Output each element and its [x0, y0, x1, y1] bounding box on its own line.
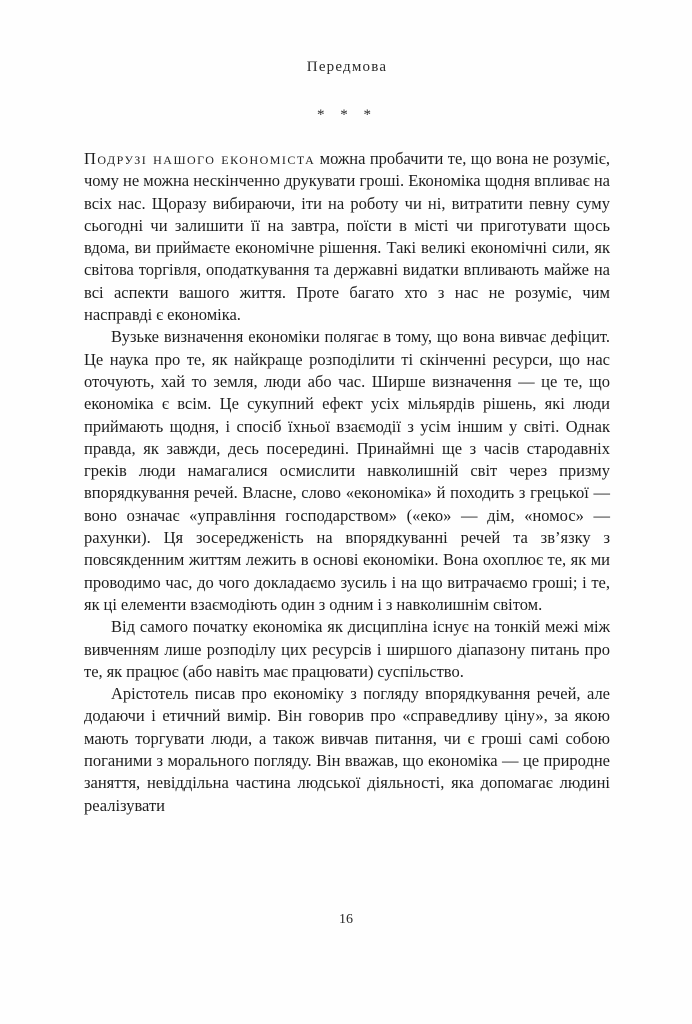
page-number: 16 — [339, 912, 353, 927]
paragraph: Від самого початку економіка як дисципліна існує на тонкій межі між вивченням лише розподілу цих ресурсів і ширшого діапазону питань про те, як працює (або навіть має працювати) суспільство. — [84, 617, 610, 681]
section-separator: * * * — [317, 107, 377, 123]
chapter-title: Передмова — [306, 59, 388, 75]
paragraph: Арістотель писав про економіку з погляду впорядкування речей, але додаючи і етичний вимір. Він говорив про «справедливу ціну», за якою мають торгувати люди, а також вивчав питання, чи є гроші самі собою поганими з морального погляду. Він вважав, що економіка — це природне заняття, невіддільна частина людської діяльності, яка допомагає людині реалізувати — [84, 684, 610, 815]
paragraph — [84, 148, 610, 326]
paragraph: Вузьке визначення економіки полягає в тому, що вона вивчає дефіцит. Це наука про те, як найкраще розподілити ті скінченні ресурси, що нас оточують, хай то земля, люди або час. Ширше визначення — це те, що економіка є всім. Це сукупний ефект усіх мільярдів рішень, які люди приймають щодня, і спосіб їхньої взаємодії з усім іншим у світі. Однак правда, як завжди, десь посередині. Принаймні ще з часів стародавніх греків люди намагалися осмислити навколишній світ через призму впорядкування речей. Власне, слово «економіка» й походить з грецької — воно означає «управління господарством» («еко» — дім, «номос» — рахунки). Ця зосередженість на впорядкуванні речей та зв’язку з повсякденним життям лежить в основі економіки. Вона охоплює те, як ми проводимо час, до чого докладаємо зусиль і на що витрачаємо гроші; і те, як ці елементи взаємодіють один з одним і з навколишнім світом. — [84, 327, 610, 614]
page-body — [84, 148, 610, 817]
paragraph-text: можна пробачити те, що вона не розуміє, чому не можна нескінченно друкувати гроші. Економіка щодня впливає на всіх нас. Щоразу вибираючи, іти на роботу чи ні, витратити певну суму сьогодні чи залишити її на завтра, поїсти в місті чи приготувати щось вдома, ви приймаєте економічне рішення. Такі великі економічні сили, як світова торгівля, оподаткування та державні видатки впливають майже на всі аспекти вашого життя. Проте багато хто з нас не розуміє, чим насправді є економіка. — [84, 149, 611, 325]
paragraph-lead-smallcaps: Подрузі нашого економіста — [84, 149, 316, 168]
